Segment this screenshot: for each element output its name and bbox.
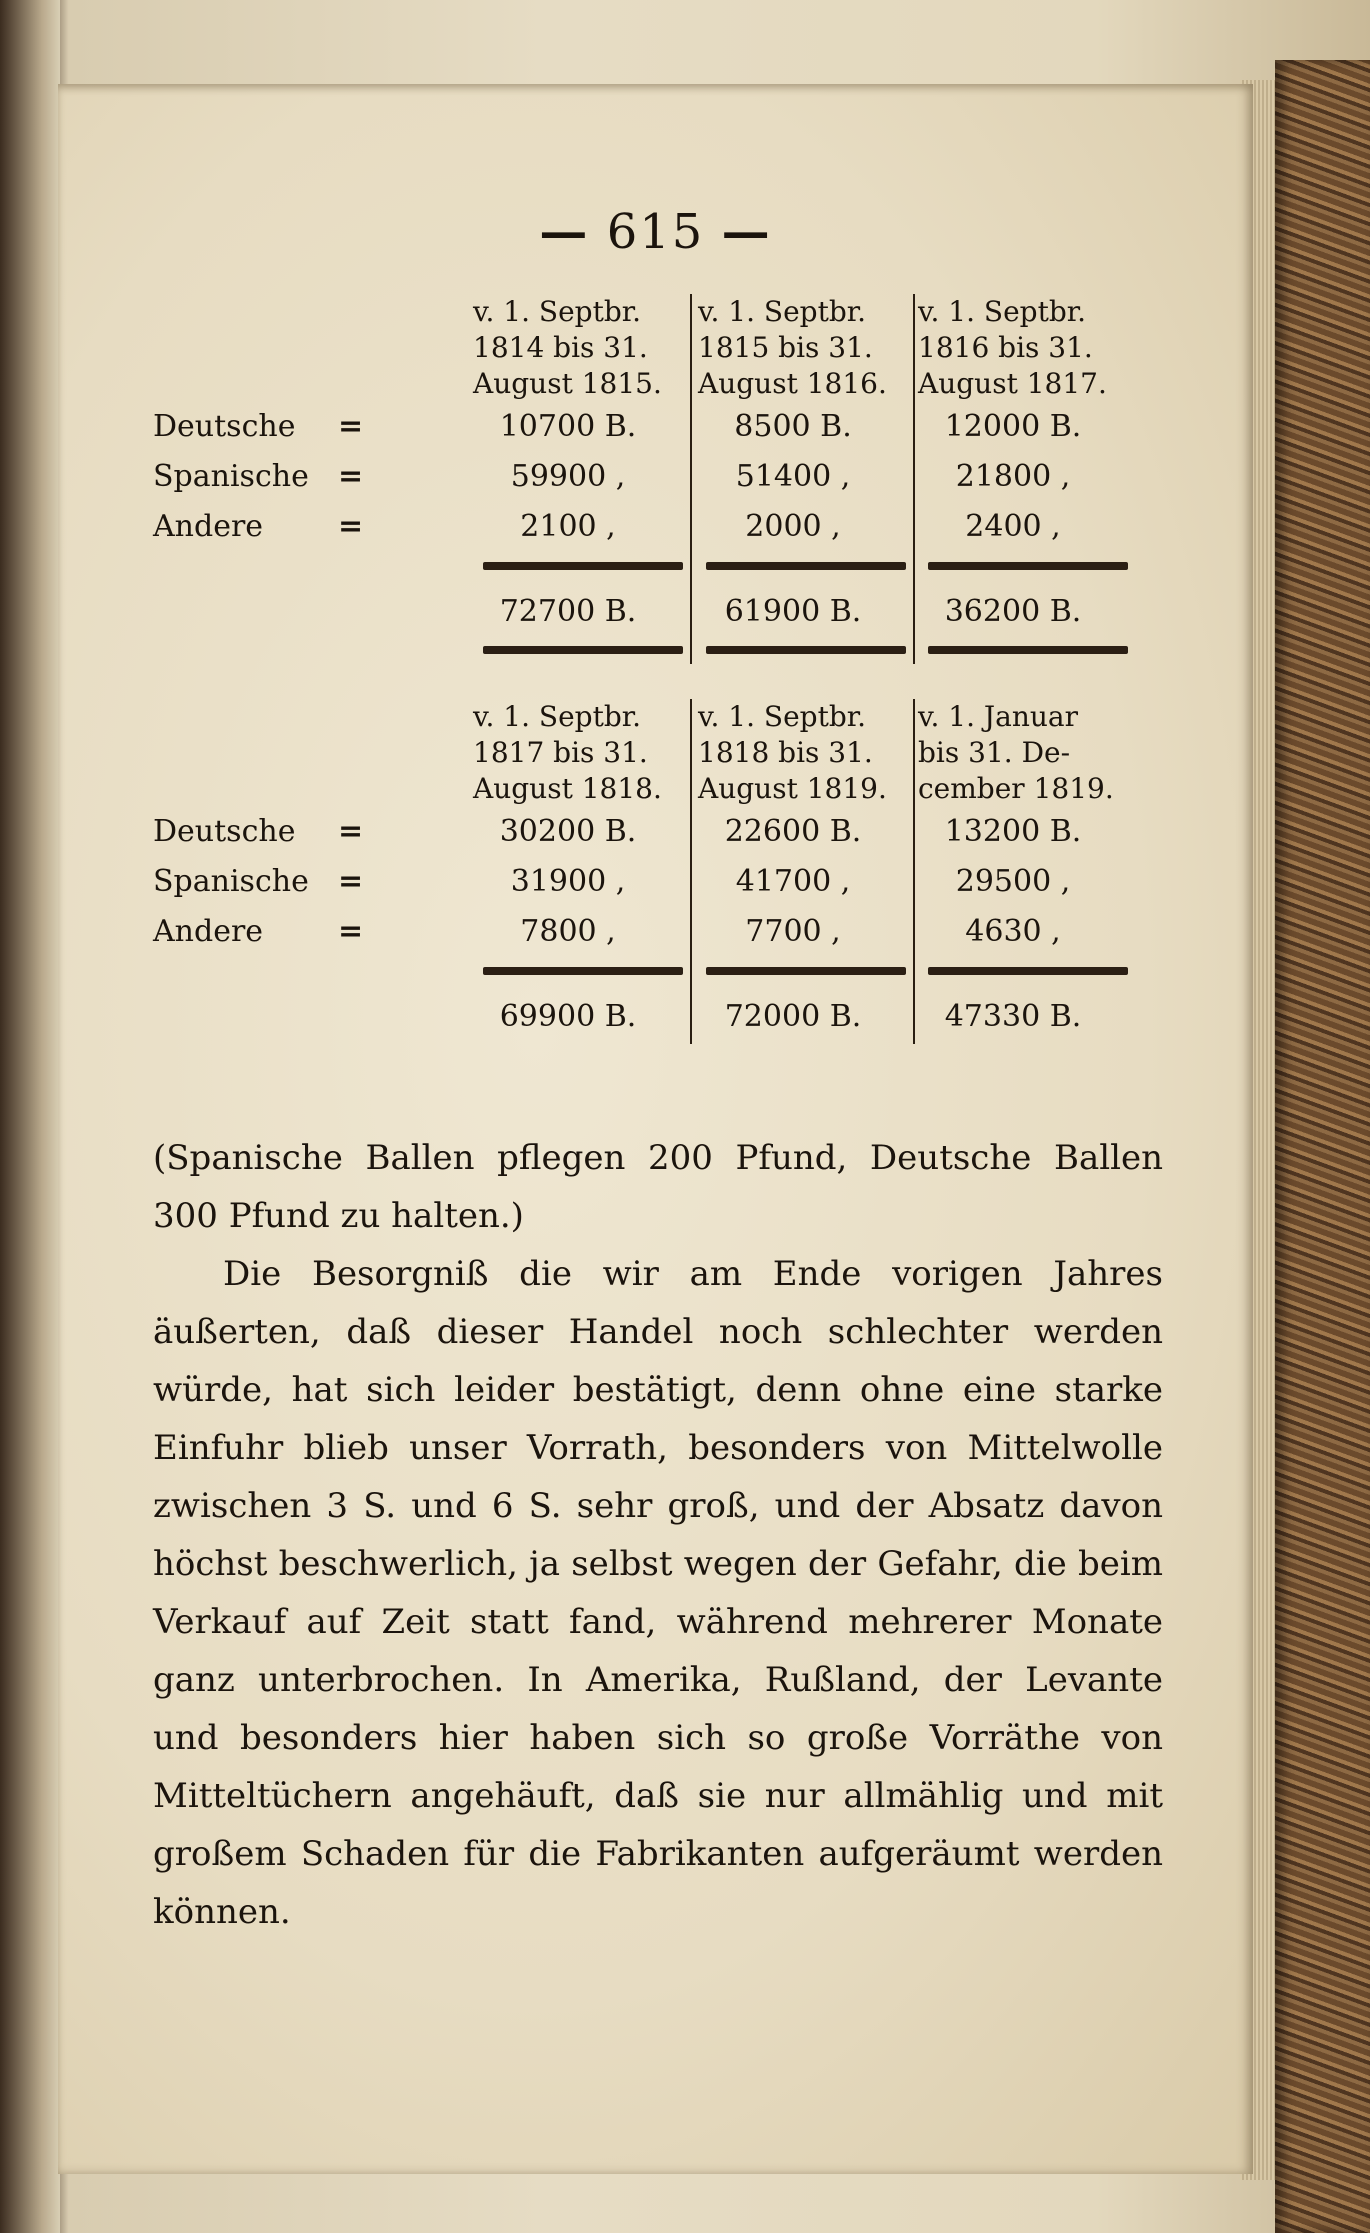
table-row: Deutsche = 30200 B. 22600 B. 13200 B. bbox=[153, 814, 1082, 849]
table1-total-col3: 36200 B. bbox=[944, 594, 1082, 629]
table2-total-col2: 72000 B. bbox=[724, 999, 862, 1034]
bale-weight-note: (Spanische Ballen pflegen 200 Pfund, Deutsche Ballen 300 Pfund zu halten.) bbox=[153, 1138, 1163, 1236]
sum-rule bbox=[706, 967, 906, 975]
book-cover bbox=[1275, 60, 1370, 2233]
sum-rule bbox=[706, 562, 906, 570]
table2-header-col2: v. 1. Septbr. 1818 bis 31. August 1819. bbox=[698, 700, 887, 805]
sum-rule bbox=[483, 562, 683, 570]
main-paragraph: Die Besorgniß die wir am Ende vorigen Jahres äußerten, daß dieser Handel noch schlechter werden würde, hat sich leider bestätigt, denn ohne eine starke Einfuhr blieb unser Vorrath, besonders von Mittelwolle zwischen 3 S. und 6 S. sehr groß, und der Absatz davon höchst beschwerlich, ja selbst wegen der Gefahr, die beim Verkauf auf Zeit statt fand, während mehrerer Monate ganz unterbrochen. In Amerika, Rußland, der Levante und besonders hier haben sich so große Vorräthe von Mitteltüchern angehäuft, daß sie nur allmählig und mit großem Schaden für die Fabrikanten aufgeräumt werden können. bbox=[153, 1254, 1163, 1932]
table2-total-col1: 69900 B. bbox=[499, 999, 637, 1034]
sum-rule bbox=[928, 967, 1128, 975]
sum-rule bbox=[928, 562, 1128, 570]
table1-header-col1: v. 1. Septbr. 1814 bis 31. August 1815. bbox=[473, 295, 662, 400]
table2-header-col1: v. 1. Septbr. 1817 bis 31. August 1818. bbox=[473, 700, 662, 805]
sum-rule bbox=[483, 967, 683, 975]
table-row: Andere = 2100 , 2000 , 2400 , bbox=[153, 509, 1061, 544]
sum-rule bbox=[483, 646, 683, 654]
sum-rule bbox=[928, 646, 1128, 654]
table1-header-col2: v. 1. Septbr. 1815 bis 31. August 1816. bbox=[698, 295, 887, 400]
body-text bbox=[153, 1129, 1163, 1941]
page-number: — 615 — bbox=[539, 204, 772, 260]
table2-total-col3: 47330 B. bbox=[944, 999, 1082, 1034]
table-row: Andere = 7800 , 7700 , 4630 , bbox=[153, 914, 1061, 949]
page-number-value: 615 bbox=[606, 204, 705, 260]
table-row: Spanische = 31900 , 41700 , 29500 , bbox=[153, 864, 1071, 899]
sum-rule bbox=[706, 646, 906, 654]
table-row: Spanische = 59900 , 51400 , 21800 , bbox=[153, 459, 1071, 494]
book-page bbox=[58, 84, 1253, 2174]
table1-total-col2: 61900 B. bbox=[724, 594, 862, 629]
table1-total-col1: 72700 B. bbox=[499, 594, 637, 629]
table2-header-col3: v. 1. Januar bis 31. De- cember 1819. bbox=[918, 700, 1114, 805]
previous-page-edge bbox=[0, 0, 60, 2233]
table-row: Deutsche = 10700 B. 8500 B. 12000 B. bbox=[153, 409, 1082, 444]
table1-header-col3: v. 1. Septbr. 1816 bis 31. August 1817. bbox=[918, 295, 1107, 400]
